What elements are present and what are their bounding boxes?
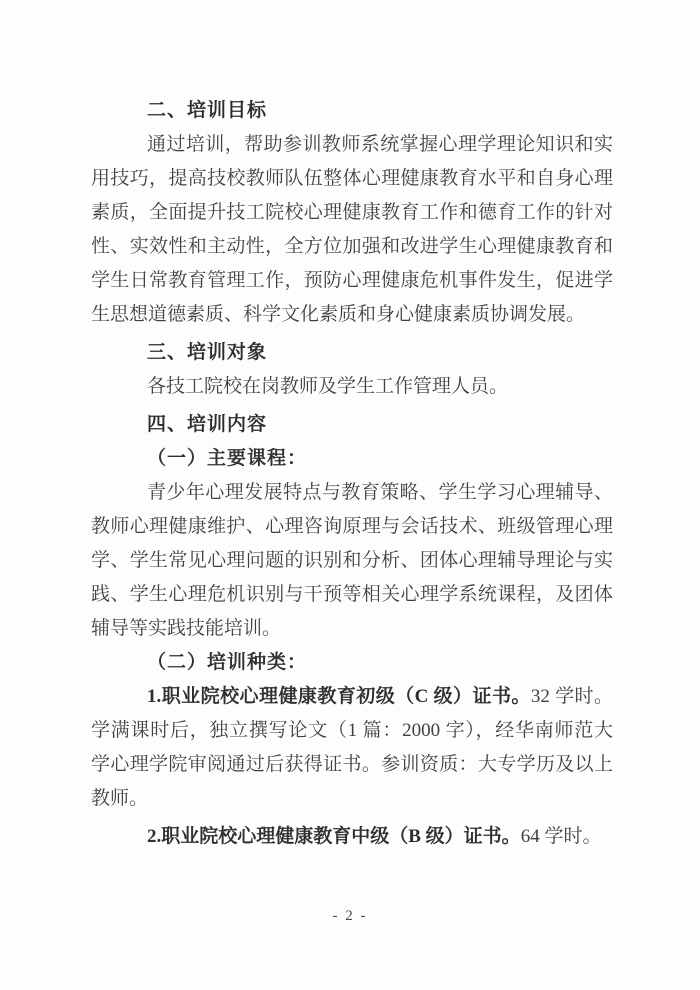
section-heading-training-target: 三、培训对象	[147, 342, 268, 363]
certificate-c-level-title: 1.职业院校心理健康教育初级（C 级）证书。	[147, 686, 531, 707]
certificate-b-level-title: 2.职业院校心理健康教育中级（B 级）证书。	[147, 826, 521, 847]
certificate-b-level-details: 64 学时。	[520, 826, 602, 847]
section-heading-training-content: 四、培训内容	[147, 414, 268, 435]
paragraph-certificate-c-level	[91, 680, 613, 816]
section-heading-training-goal: 二、培训目标	[147, 100, 268, 121]
paragraph-main-courses: 青少年心理发展特点与教育策略、学生学习心理辅导、教师心理健康维护、心理咨询原理与会话技术、班级管理心理学、学生常见心理问题的识别和分析、团体心理辅导理论与实践、学生心理危机识别与干预等相关心理学系统课程，及团体辅导等实践技能培训。	[91, 482, 613, 639]
document-content	[91, 90, 613, 854]
certificate-c-level-details: 32 学时。学满课时后，独立撰写论文（1 篇：2000 字），经华南师范大学心理学院审阅通过后获得证书。参训资质：大专学历及以上教师。	[91, 686, 613, 809]
subheading-main-courses: （一）主要课程：	[147, 448, 308, 469]
page-number: - 2 -	[332, 908, 368, 924]
paragraph-training-goal: 通过培训，帮助参训教师系统掌握心理学理论知识和实用技巧，提高技校教师队伍整体心理健康教育水平和自身心理素质，全面提升技工院校心理健康教育工作和德育工作的针对性、实效性和主动性，全方位加强和改进学生心理健康教育和学生日常教育管理工作，预防心理健康危机事件发生，促进学生思想道德素质、科学文化素质和身心健康素质协调发展。	[91, 134, 613, 325]
paragraph-certificate-b-level	[91, 820, 613, 854]
subheading-training-types: （二）培训种类：	[147, 652, 308, 673]
paragraph-training-target: 各技工院校在岗教师及学生工作管理人员。	[147, 376, 509, 397]
